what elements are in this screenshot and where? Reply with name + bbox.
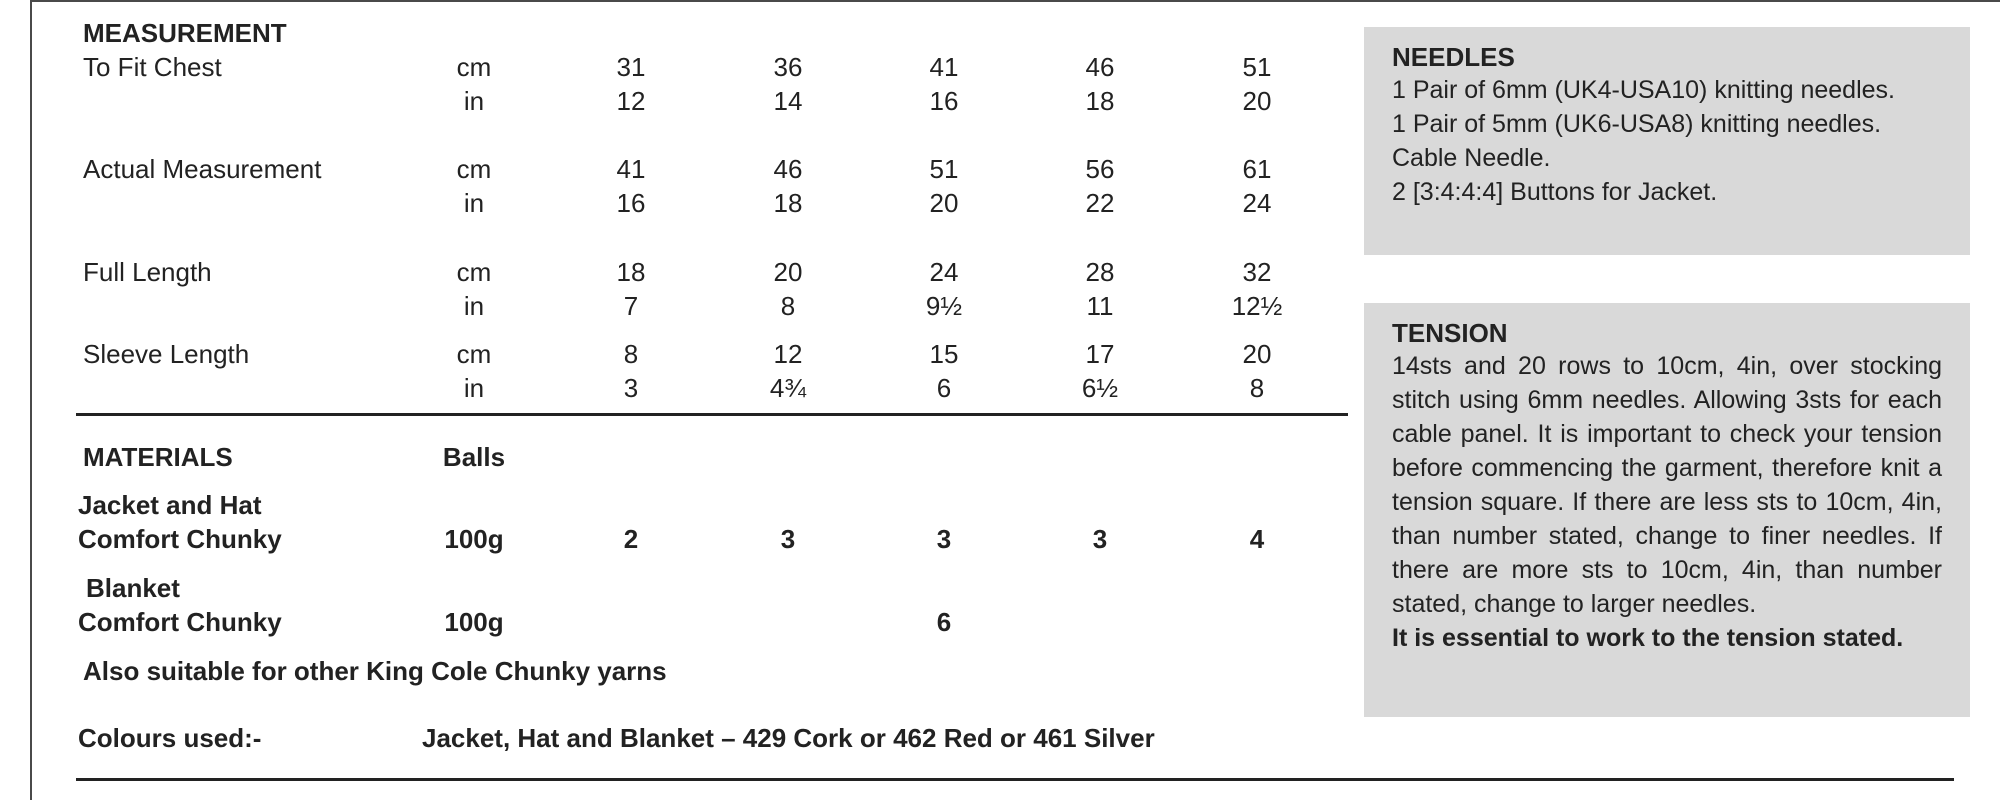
unit-cm: cm [456,52,492,82]
page-border-top [30,0,2000,2]
materials-title: MATERIALS [83,442,233,472]
cell: 3 [780,524,796,554]
jacket-hat-yarn: Comfort Chunky [78,524,282,554]
cell: 31 [616,52,646,82]
unit-in: in [463,291,485,321]
cell: 51 [929,154,959,184]
cell: 6 [936,607,952,637]
page-border-left [30,0,32,800]
cell: 3 [1092,524,1108,554]
cell: 8 [623,339,639,369]
cell: 15 [929,339,959,369]
cell: 4 [1249,524,1265,554]
needles-line: 2 [3:4:4:4] Buttons for Jacket. [1392,178,1718,206]
colours-value: Jacket, Hat and Blanket – 429 Cork or 462 Red or 461 Silver [422,723,1155,753]
cell: 6½ [1081,373,1119,403]
cell: 28 [1085,257,1115,287]
row-label-full-length: Full Length [83,257,212,287]
cell: 16 [616,188,646,218]
unit-cm: cm [456,339,492,369]
cell: 41 [929,52,959,82]
unit-in: in [463,86,485,116]
cell: 20 [1242,339,1272,369]
cell: 8 [780,291,796,321]
colours-label: Colours used:- [78,723,262,753]
needles-panel [1364,27,1970,255]
tension-panel [1364,303,1970,717]
row-label-to-fit-chest: To Fit Chest [83,52,222,82]
cell: 7 [623,291,639,321]
cell: 24 [929,257,959,287]
cell: 4¾ [769,373,807,403]
cell: 51 [1242,52,1272,82]
blanket-yarn: Comfort Chunky [78,607,282,637]
cell: 20 [1242,86,1272,116]
cell: 17 [1085,339,1115,369]
cell: 6 [936,373,952,403]
needles-line: 1 Pair of 5mm (UK6-USA8) knitting needles. [1392,110,1882,138]
measurement-title: MEASUREMENT [83,18,287,48]
blanket-weight: 100g [444,607,504,637]
cell: 20 [773,257,803,287]
needles-title: NEEDLES [1392,42,1515,72]
bottom-divider [76,778,1954,781]
cell: 18 [1085,86,1115,116]
blanket-label: Blanket [86,573,180,603]
tension-text: 14sts and 20 rows to 10cm, 4in, over stocking stitch using 6mm needles. Allowing 3sts for each cable panel. It is important to check your tension before commencing the garment, therefore knit a tension square. If there are less sts to 10cm, 4in, than number stated, change to finer needles. If there are more sts to 10cm, 4in, than number stated, change to larger needles. [1392,352,1942,618]
cell: 24 [1242,188,1272,218]
cell: 46 [773,154,803,184]
cell: 61 [1242,154,1272,184]
jacket-hat-label: Jacket and Hat [78,490,262,520]
cell: 36 [773,52,803,82]
cell: 9½ [925,291,963,321]
cell: 12 [773,339,803,369]
cell: 16 [929,86,959,116]
balls-header: Balls [442,442,506,472]
cell: 41 [616,154,646,184]
section-divider [76,413,1348,416]
cell: 46 [1085,52,1115,82]
cell: 3 [623,373,639,403]
needles-line: Cable Needle. [1392,144,1551,172]
cell: 20 [929,188,959,218]
jacket-hat-weight: 100g [444,524,504,554]
cell: 22 [1085,188,1115,218]
unit-in: in [463,188,485,218]
tension-title: TENSION [1392,318,1508,348]
yarn-suitability-note: Also suitable for other King Cole Chunky yarns [83,656,667,686]
cell: 11 [1086,291,1114,321]
cell: 56 [1085,154,1115,184]
unit-cm: cm [456,154,492,184]
cell: 14 [773,86,803,116]
cell: 12 [616,86,646,116]
cell: 32 [1242,257,1272,287]
tension-essential-note: It is essential to work to the tension stated. [1392,624,1904,652]
cell: 3 [936,524,952,554]
row-label-sleeve-length: Sleeve Length [83,339,250,369]
cell: 12½ [1231,291,1283,321]
row-label-actual-measurement: Actual Measurement [83,154,322,184]
unit-cm: cm [456,257,492,287]
cell: 8 [1249,373,1265,403]
needles-line: 1 Pair of 6mm (UK4-USA10) knitting needles. [1392,76,1895,104]
cell: 2 [623,524,639,554]
cell: 18 [773,188,803,218]
cell: 18 [616,257,646,287]
unit-in: in [463,373,485,403]
